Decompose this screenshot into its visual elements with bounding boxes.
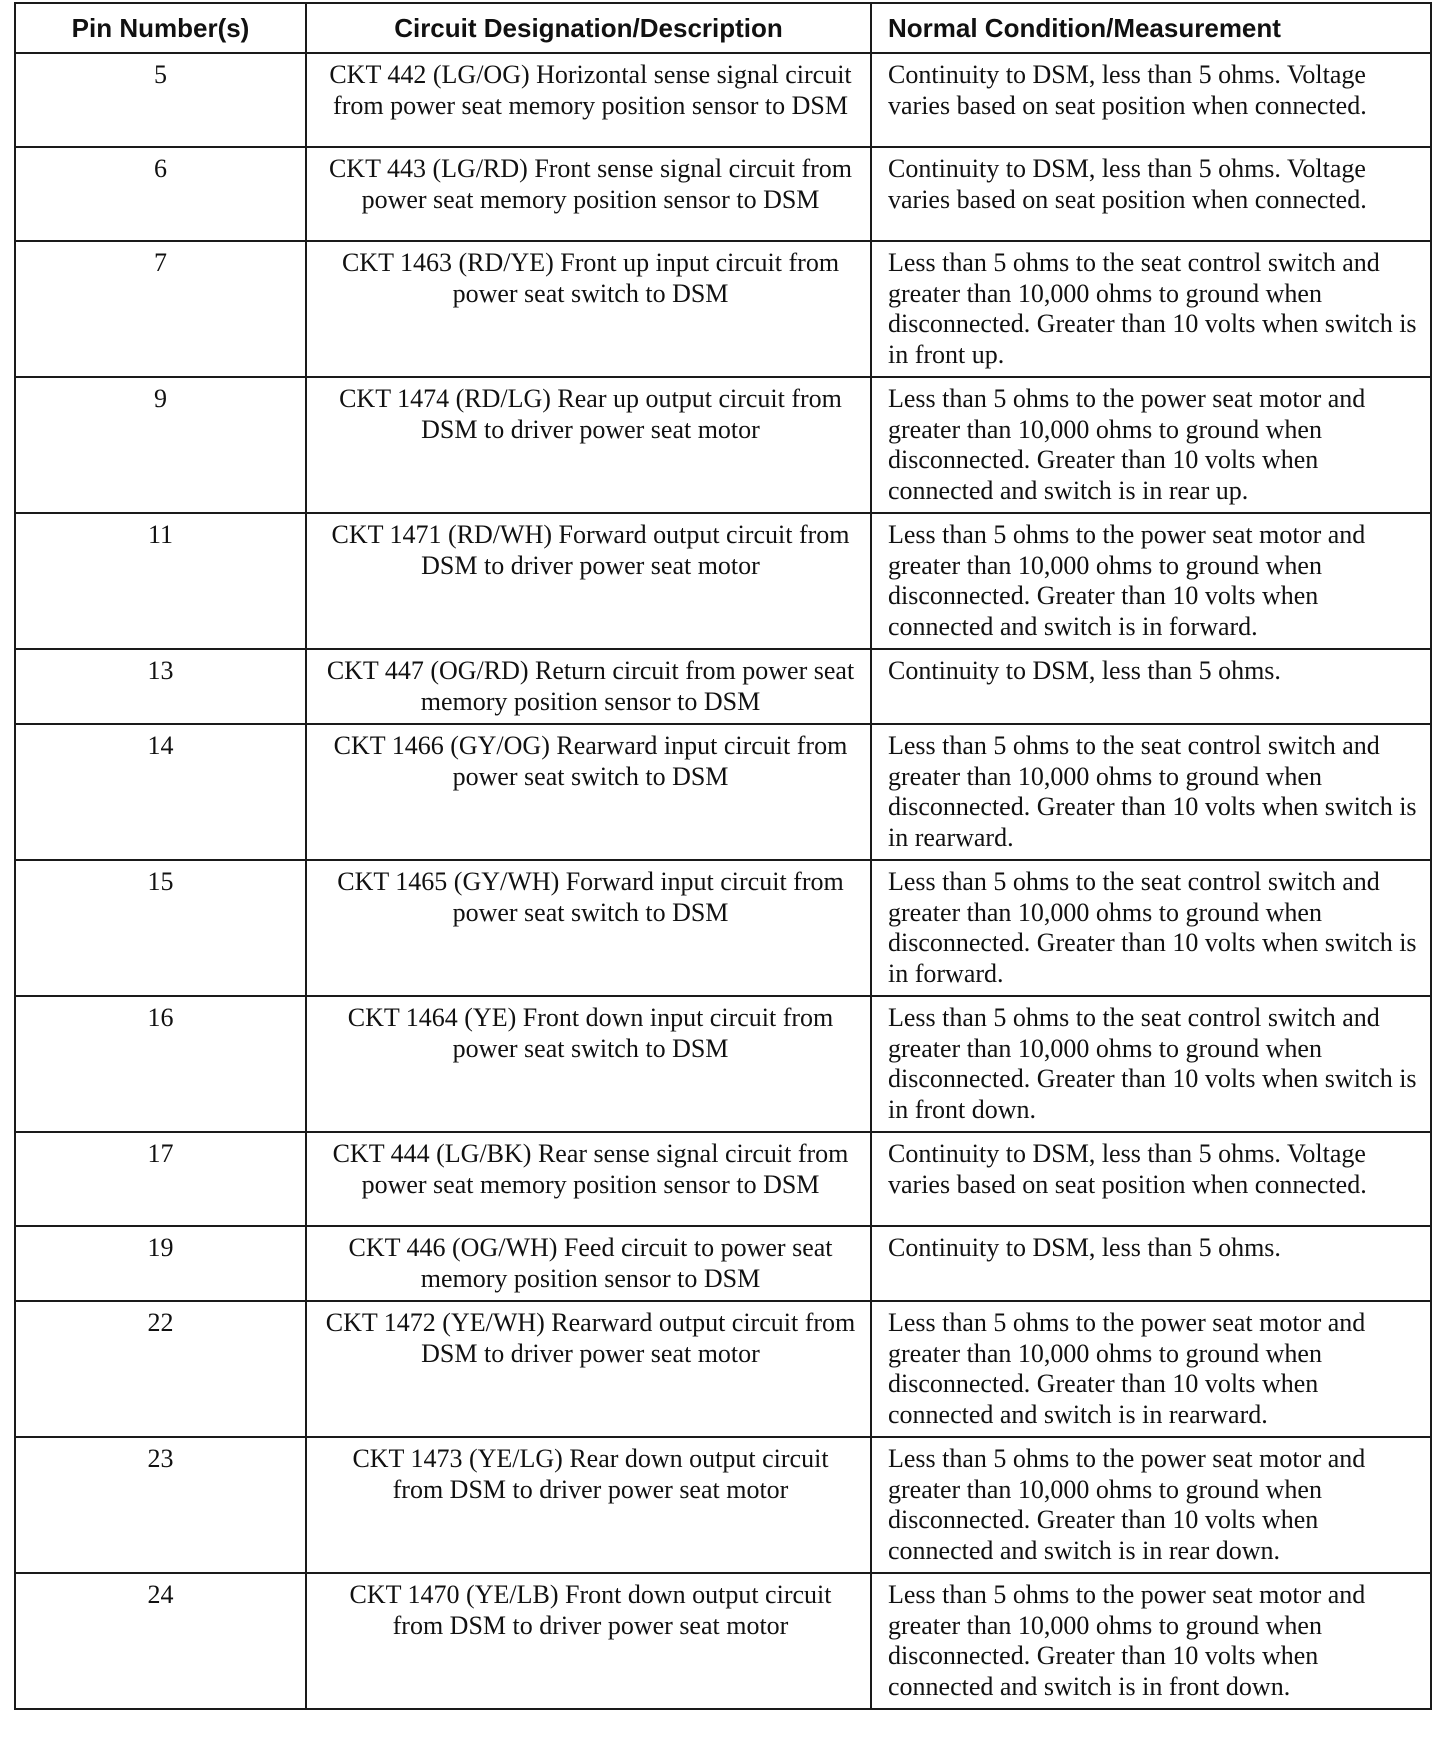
circuit-description-cell: CKT 443 (LG/RD) Front sense signal circuit from power seat memory position sensor to DSM [306,147,871,241]
measurement-cell: Less than 5 ohms to the power seat motor and greater than 10,000 ohms to ground when disconnected. Greater than 10 volts when connected and switch is in rear down. [871,1437,1431,1573]
circuit-description-cell: CKT 1465 (GY/WH) Forward input circuit from power seat switch to DSM [306,860,871,996]
header-normal-condition: Normal Condition/Measurement [871,3,1431,53]
circuit-description-cell: CKT 444 (LG/BK) Rear sense signal circuit from power seat memory position sensor to DSM [306,1132,871,1226]
measurement-cell: Continuity to DSM, less than 5 ohms. Voltage varies based on seat position when connected. [871,53,1431,147]
circuit-description-cell: CKT 1472 (YE/WH) Rearward output circuit from DSM to driver power seat motor [306,1301,871,1437]
measurement-cell: Continuity to DSM, less than 5 ohms. Voltage varies based on seat position when connected. [871,1132,1431,1226]
pin-number-cell: 7 [15,241,306,377]
measurement-cell: Continuity to DSM, less than 5 ohms. [871,1226,1431,1301]
pin-number-cell: 5 [15,53,306,147]
pin-number-cell: 16 [15,996,306,1132]
circuit-description-cell: CKT 1464 (YE) Front down input circuit from power seat switch to DSM [306,996,871,1132]
measurement-cell: Less than 5 ohms to the seat control switch and greater than 10,000 ohms to ground when disconnected. Greater than 10 volts when switch is in rearward. [871,724,1431,860]
circuit-description-cell: CKT 1466 (GY/OG) Rearward input circuit from power seat switch to DSM [306,724,871,860]
header-pin-numbers: Pin Number(s) [15,3,306,53]
table-row [15,377,1431,513]
circuit-description-cell: CKT 1470 (YE/LB) Front down output circuit from DSM to driver power seat motor [306,1573,871,1709]
pin-number-cell: 11 [15,513,306,649]
pin-number-cell: 24 [15,1573,306,1709]
measurement-cell: Less than 5 ohms to the seat control switch and greater than 10,000 ohms to ground when disconnected. Greater than 10 volts when switch is in forward. [871,860,1431,996]
table-row [15,649,1431,724]
measurement-cell: Less than 5 ohms to the power seat motor and greater than 10,000 ohms to ground when disconnected. Greater than 10 volts when connected and switch is in forward. [871,513,1431,649]
circuit-description-cell: CKT 1474 (RD/LG) Rear up output circuit from DSM to driver power seat motor [306,377,871,513]
table-row [15,53,1431,147]
table-row [15,1437,1431,1573]
table-row [15,724,1431,860]
measurement-cell: Less than 5 ohms to the power seat motor and greater than 10,000 ohms to ground when disconnected. Greater than 10 volts when connected and switch is in front down. [871,1573,1431,1709]
measurement-cell: Less than 5 ohms to the seat control switch and greater than 10,000 ohms to ground when disconnected. Greater than 10 volts when switch is in front down. [871,996,1431,1132]
circuit-description-cell: CKT 1463 (RD/YE) Front up input circuit from power seat switch to DSM [306,241,871,377]
measurement-cell: Less than 5 ohms to the seat control switch and greater than 10,000 ohms to ground when disconnected. Greater than 10 volts when switch is in front up. [871,241,1431,377]
measurement-cell: Continuity to DSM, less than 5 ohms. Voltage varies based on seat position when connected. [871,147,1431,241]
header-circuit-description: Circuit Designation/Description [306,3,871,53]
table-row [15,147,1431,241]
pin-number-cell: 6 [15,147,306,241]
pin-number-cell: 14 [15,724,306,860]
table-row [15,1301,1431,1437]
pinout-table [14,2,1432,1710]
circuit-description-cell: CKT 1473 (YE/LG) Rear down output circuit from DSM to driver power seat motor [306,1437,871,1573]
table-row [15,996,1431,1132]
measurement-cell: Less than 5 ohms to the power seat motor and greater than 10,000 ohms to ground when disconnected. Greater than 10 volts when connected and switch is in rearward. [871,1301,1431,1437]
circuit-description-cell: CKT 447 (OG/RD) Return circuit from power seat memory position sensor to DSM [306,649,871,724]
table-header-row [15,3,1431,53]
pin-number-cell: 22 [15,1301,306,1437]
table-row [15,513,1431,649]
measurement-cell: Continuity to DSM, less than 5 ohms. [871,649,1431,724]
pin-number-cell: 17 [15,1132,306,1226]
circuit-description-cell: CKT 1471 (RD/WH) Forward output circuit from DSM to driver power seat motor [306,513,871,649]
pin-number-cell: 23 [15,1437,306,1573]
table-row [15,1226,1431,1301]
pinout-table-container [14,2,1430,1710]
circuit-description-cell: CKT 442 (LG/OG) Horizontal sense signal circuit from power seat memory position sensor to DSM [306,53,871,147]
pin-number-cell: 15 [15,860,306,996]
pin-number-cell: 19 [15,1226,306,1301]
table-row [15,1573,1431,1709]
pin-number-cell: 13 [15,649,306,724]
measurement-cell: Less than 5 ohms to the power seat motor and greater than 10,000 ohms to ground when disconnected. Greater than 10 volts when connected and switch is in rear up. [871,377,1431,513]
circuit-description-cell: CKT 446 (OG/WH) Feed circuit to power seat memory position sensor to DSM [306,1226,871,1301]
table-row [15,860,1431,996]
pin-number-cell: 9 [15,377,306,513]
table-row [15,241,1431,377]
table-row [15,1132,1431,1226]
